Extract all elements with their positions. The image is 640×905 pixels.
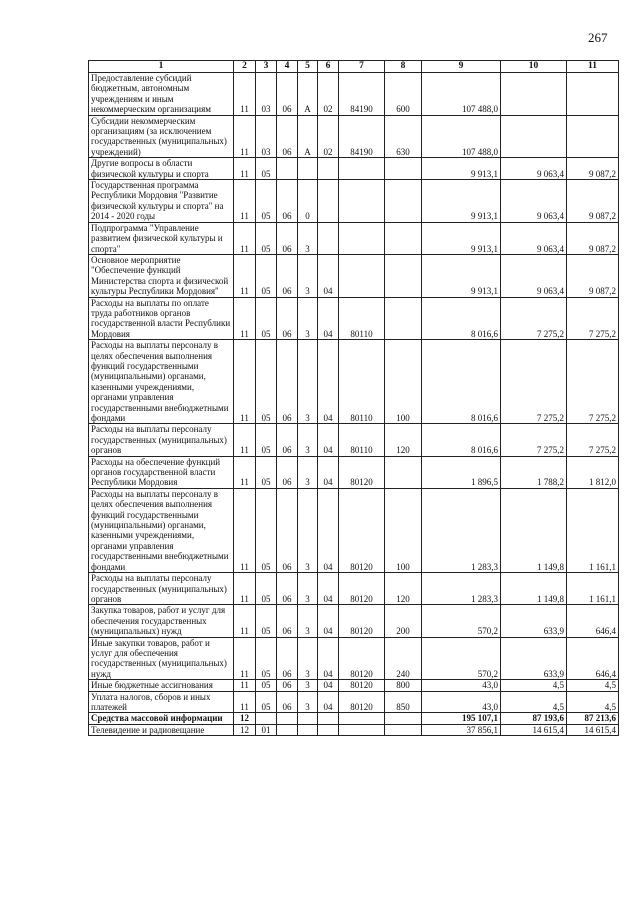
row-name-cell: Средства массовой информации xyxy=(89,713,234,724)
table-cell: 06 xyxy=(277,691,298,713)
row-name-cell: Государственная программа Республики Мордовия "Развитие физической культуры и спорта" на 2014 - 2020 годы xyxy=(89,180,234,223)
table-cell xyxy=(318,222,339,254)
table-cell: 05 xyxy=(256,573,277,605)
table-cell: 4,5 xyxy=(501,680,567,691)
table-cell xyxy=(339,713,385,724)
page-number: 267 xyxy=(588,30,608,45)
table-cell: 80120 xyxy=(339,488,385,572)
table-row xyxy=(89,713,619,724)
table-cell: 05 xyxy=(256,605,277,637)
table-cell: 646,4 xyxy=(567,605,619,637)
table-cell: 04 xyxy=(318,424,339,456)
table-cell xyxy=(385,222,422,254)
table-row xyxy=(89,158,619,180)
row-name-cell: Подпрограмма "Управление развитием физической культуры и спорта" xyxy=(89,222,234,254)
table-row xyxy=(89,724,619,735)
table-cell: 1 161,1 xyxy=(567,573,619,605)
table-cell: 03 xyxy=(256,73,277,116)
table-cell: 80110 xyxy=(339,424,385,456)
table-cell xyxy=(501,115,567,158)
table-cell: 04 xyxy=(318,488,339,572)
table-cell: 8 016,6 xyxy=(422,340,501,424)
table-cell: 9 063,4 xyxy=(501,158,567,180)
row-name-cell: Иные бюджетные ассигнования xyxy=(89,680,234,691)
table-cell: 04 xyxy=(318,605,339,637)
table-cell: 06 xyxy=(277,340,298,424)
table-cell: 9 913,1 xyxy=(422,158,501,180)
table-cell: 05 xyxy=(256,297,277,340)
table-cell: 12 xyxy=(234,724,256,735)
table-cell xyxy=(318,180,339,223)
table-cell: 3 xyxy=(298,573,318,605)
table-cell: 570,2 xyxy=(422,605,501,637)
table-cell: 06 xyxy=(277,254,298,297)
table-cell: 06 xyxy=(277,424,298,456)
row-name-cell: Другие вопросы в области физической культуры и спорта xyxy=(89,158,234,180)
table-cell: 633,9 xyxy=(501,637,567,680)
table-cell: 100 xyxy=(385,488,422,572)
table-cell: 43,0 xyxy=(422,691,501,713)
table-cell: 7 275,2 xyxy=(567,424,619,456)
table-cell: 1 788,2 xyxy=(501,456,567,488)
table-cell xyxy=(318,713,339,724)
table-cell: 05 xyxy=(256,680,277,691)
table-cell: 06 xyxy=(277,115,298,158)
table-cell: 06 xyxy=(277,180,298,223)
table-row xyxy=(89,115,619,158)
table-row xyxy=(89,73,619,116)
table-cell: 04 xyxy=(318,456,339,488)
table-cell xyxy=(501,73,567,116)
table-cell: 11 xyxy=(234,254,256,297)
table-cell: 11 xyxy=(234,573,256,605)
table-cell: 04 xyxy=(318,340,339,424)
table-cell: 4,5 xyxy=(567,680,619,691)
table-cell xyxy=(298,713,318,724)
table-header-row xyxy=(89,61,619,73)
table-cell: 3 xyxy=(298,254,318,297)
table-cell: 80120 xyxy=(339,573,385,605)
table-cell: 1 812,0 xyxy=(567,456,619,488)
table-cell: 02 xyxy=(318,115,339,158)
table-row xyxy=(89,297,619,340)
table-cell: 200 xyxy=(385,605,422,637)
table-cell: 80120 xyxy=(339,605,385,637)
table-cell: 4,5 xyxy=(501,691,567,713)
table-cell: 9 063,4 xyxy=(501,254,567,297)
table-row xyxy=(89,637,619,680)
table-cell: 11 xyxy=(234,158,256,180)
table-cell: 1 283,3 xyxy=(422,488,501,572)
table-cell: 3 xyxy=(298,488,318,572)
table-cell: 7 275,2 xyxy=(501,297,567,340)
table-cell: 600 xyxy=(385,73,422,116)
table-cell: 9 087,2 xyxy=(567,158,619,180)
table-row xyxy=(89,605,619,637)
table-cell: 12 xyxy=(234,713,256,724)
row-name-cell: Телевидение и радиовещание xyxy=(89,724,234,735)
table-cell: 7 275,2 xyxy=(567,297,619,340)
table-cell: 11 xyxy=(234,456,256,488)
table-cell xyxy=(277,158,298,180)
table-cell: 9 087,2 xyxy=(567,254,619,297)
table-cell: 0 xyxy=(298,180,318,223)
table-cell: 3 xyxy=(298,680,318,691)
table-cell: 120 xyxy=(385,573,422,605)
table-cell xyxy=(385,713,422,724)
table-cell: 04 xyxy=(318,297,339,340)
table-cell: 14 615,4 xyxy=(567,724,619,735)
table-cell: 8 016,6 xyxy=(422,297,501,340)
row-name-cell: Расходы на выплаты персоналу государственных (муниципальных) органов xyxy=(89,424,234,456)
table-cell: 04 xyxy=(318,573,339,605)
table-cell: 9 087,2 xyxy=(567,222,619,254)
table-row xyxy=(89,180,619,223)
table-cell: 11 xyxy=(234,297,256,340)
table-cell: 11 xyxy=(234,605,256,637)
column-header: 8 xyxy=(385,61,422,73)
table-cell: 06 xyxy=(277,297,298,340)
table-cell: 1 161,1 xyxy=(567,488,619,572)
table-cell: 06 xyxy=(277,488,298,572)
table-cell: 107 488,0 xyxy=(422,73,501,116)
table-cell: 3 xyxy=(298,691,318,713)
column-header: 2 xyxy=(234,61,256,73)
table-cell: 4,5 xyxy=(567,691,619,713)
table-cell: 3 xyxy=(298,297,318,340)
table-cell: 11 xyxy=(234,488,256,572)
table-cell: 240 xyxy=(385,637,422,680)
table-cell: 1 149,8 xyxy=(501,488,567,572)
table-row xyxy=(89,456,619,488)
table-cell xyxy=(339,254,385,297)
table-cell: 9 063,4 xyxy=(501,222,567,254)
table-cell: 01 xyxy=(256,724,277,735)
row-name-cell: Расходы на выплаты по оплате труда работников органов государственной власти Республики Мордовия xyxy=(89,297,234,340)
table-cell: 84190 xyxy=(339,115,385,158)
table-cell: 11 xyxy=(234,340,256,424)
table-cell: 14 615,4 xyxy=(501,724,567,735)
column-header: 4 xyxy=(277,61,298,73)
table-cell: 05 xyxy=(256,340,277,424)
table-cell: 9 913,1 xyxy=(422,222,501,254)
table-cell: 1 149,8 xyxy=(501,573,567,605)
table-cell: 195 107,1 xyxy=(422,713,501,724)
table-cell: 06 xyxy=(277,73,298,116)
table-cell: 11 xyxy=(234,424,256,456)
table-cell: 3 xyxy=(298,605,318,637)
table-cell: 05 xyxy=(256,424,277,456)
table-cell: 11 xyxy=(234,680,256,691)
table-cell xyxy=(385,180,422,223)
table-cell: 05 xyxy=(256,222,277,254)
table-cell: 05 xyxy=(256,637,277,680)
table-cell: 04 xyxy=(318,637,339,680)
table-cell: 11 xyxy=(234,637,256,680)
table-cell: 7 275,2 xyxy=(501,424,567,456)
table-cell: 06 xyxy=(277,456,298,488)
table-cell xyxy=(385,158,422,180)
column-header: 11 xyxy=(567,61,619,73)
table-cell xyxy=(277,713,298,724)
table-cell: 05 xyxy=(256,691,277,713)
table-cell xyxy=(256,713,277,724)
table-cell xyxy=(298,158,318,180)
table-cell: 05 xyxy=(256,488,277,572)
table-cell: 9 913,1 xyxy=(422,180,501,223)
column-header: 7 xyxy=(339,61,385,73)
table-cell: 06 xyxy=(277,637,298,680)
table-cell xyxy=(385,297,422,340)
row-name-cell: Уплата налогов, сборов и иных платежей xyxy=(89,691,234,713)
table-cell: 04 xyxy=(318,680,339,691)
table-body xyxy=(89,73,619,736)
table-cell: 04 xyxy=(318,254,339,297)
table-cell: 02 xyxy=(318,73,339,116)
table-cell: А xyxy=(298,73,318,116)
column-header: 1 xyxy=(89,61,234,73)
table-cell: 87 193,6 xyxy=(501,713,567,724)
table-cell xyxy=(567,73,619,116)
table-cell: 120 xyxy=(385,424,422,456)
row-name-cell: Закупка товаров, работ и услуг для обеспечения государственных (муниципальных) нужд xyxy=(89,605,234,637)
table-cell: 9 913,1 xyxy=(422,254,501,297)
table-cell: 80110 xyxy=(339,340,385,424)
table-cell: 3 xyxy=(298,222,318,254)
table-cell: 11 xyxy=(234,115,256,158)
table-cell: 80110 xyxy=(339,297,385,340)
table-cell xyxy=(318,724,339,735)
table-row xyxy=(89,573,619,605)
table-cell: 06 xyxy=(277,573,298,605)
table-cell: 1 283,3 xyxy=(422,573,501,605)
table-cell: 633,9 xyxy=(501,605,567,637)
table-cell: 100 xyxy=(385,340,422,424)
table-cell: 800 xyxy=(385,680,422,691)
row-name-cell: Расходы на обеспечение функций органов государственной власти Республики Мордовия xyxy=(89,456,234,488)
table-cell xyxy=(318,158,339,180)
table-cell: 11 xyxy=(234,691,256,713)
table-cell: 06 xyxy=(277,605,298,637)
table-cell: 9 063,4 xyxy=(501,180,567,223)
table-cell: 630 xyxy=(385,115,422,158)
table-cell xyxy=(567,115,619,158)
table-cell: 05 xyxy=(256,180,277,223)
table-cell xyxy=(298,724,318,735)
table-row xyxy=(89,340,619,424)
table-cell: 570,2 xyxy=(422,637,501,680)
column-header: 6 xyxy=(318,61,339,73)
table-cell: 05 xyxy=(256,254,277,297)
table-cell: 80120 xyxy=(339,456,385,488)
table-cell: 80120 xyxy=(339,637,385,680)
table-cell: 7 275,2 xyxy=(567,340,619,424)
table-cell: 04 xyxy=(318,691,339,713)
table-cell: А xyxy=(298,115,318,158)
budget-table xyxy=(88,60,619,736)
row-name-cell: Расходы на выплаты персоналу государственных (муниципальных) органов xyxy=(89,573,234,605)
table-cell: 37 856,1 xyxy=(422,724,501,735)
row-name-cell: Предоставление субсидий бюджетным, автономным учреждениям и иным некоммерческим организациям xyxy=(89,73,234,116)
table-row xyxy=(89,488,619,572)
table-cell: 3 xyxy=(298,340,318,424)
table-cell: 06 xyxy=(277,680,298,691)
column-header: 3 xyxy=(256,61,277,73)
table-cell xyxy=(385,254,422,297)
table-cell: 87 213,6 xyxy=(567,713,619,724)
table-cell: 11 xyxy=(234,222,256,254)
column-header: 9 xyxy=(422,61,501,73)
table-cell: 05 xyxy=(256,158,277,180)
row-name-cell: Иные закупки товаров, работ и услуг для обеспечения государственных (муниципальных) нужд xyxy=(89,637,234,680)
table-cell: 43,0 xyxy=(422,680,501,691)
table-row xyxy=(89,424,619,456)
table-cell: 1 896,5 xyxy=(422,456,501,488)
table-row xyxy=(89,222,619,254)
table-cell xyxy=(385,456,422,488)
table-cell: 80120 xyxy=(339,680,385,691)
table-cell: 107 488,0 xyxy=(422,115,501,158)
row-name-cell: Расходы на выплаты персоналу в целях обеспечения выполнения функций государственными (муниципальными) органами, казенными учреждениями, органами управления государственными внебюджетными фондами xyxy=(89,340,234,424)
table-cell xyxy=(385,724,422,735)
table-cell: 84190 xyxy=(339,73,385,116)
table-cell: 05 xyxy=(256,456,277,488)
table-cell xyxy=(339,180,385,223)
table-cell: 9 087,2 xyxy=(567,180,619,223)
table-cell: 06 xyxy=(277,222,298,254)
table-cell: 03 xyxy=(256,115,277,158)
row-name-cell: Расходы на выплаты персоналу в целях обеспечения выполнения функций государственными (муниципальными) органами, казенными учреждениями, органами управления государственными внебюджетными фондами xyxy=(89,488,234,572)
table-cell: 11 xyxy=(234,180,256,223)
table-cell: 3 xyxy=(298,424,318,456)
table-cell: 8 016,6 xyxy=(422,424,501,456)
row-name-cell: Субсидии некоммерческим организациям (за исключением государственных (муниципальных) учреждений) xyxy=(89,115,234,158)
table-cell xyxy=(277,724,298,735)
table-cell: 7 275,2 xyxy=(501,340,567,424)
table-cell xyxy=(339,158,385,180)
table-cell: 850 xyxy=(385,691,422,713)
row-name-cell: Основное мероприятие "Обеспечение функций Министерства спорта и физической культуры Республики Мордовия" xyxy=(89,254,234,297)
column-header: 5 xyxy=(298,61,318,73)
table-row xyxy=(89,680,619,691)
table-cell: 3 xyxy=(298,637,318,680)
table-row xyxy=(89,691,619,713)
table-cell xyxy=(339,222,385,254)
table-row xyxy=(89,254,619,297)
table-cell: 11 xyxy=(234,73,256,116)
table-cell: 646,4 xyxy=(567,637,619,680)
column-header: 10 xyxy=(501,61,567,73)
table-cell: 80120 xyxy=(339,691,385,713)
table-cell xyxy=(339,724,385,735)
table-cell: 3 xyxy=(298,456,318,488)
